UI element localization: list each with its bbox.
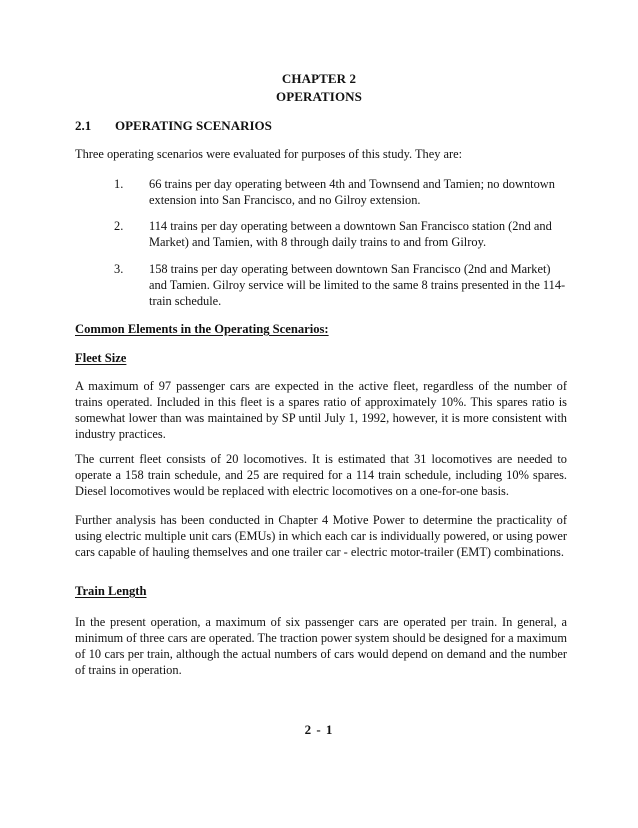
scenario-marker: 1.: [114, 177, 124, 191]
chapter-number: CHAPTER 2: [281, 71, 357, 86]
train-length-paragraph: In the present operation, a maximum of six passenger cars are operated per train. In general, a minimum of three cars are operated. The traction power system should be designed for a maximum of 10 cars per train, although the actual numbers of cars would depend on demand and the number of trains in operation.: [75, 615, 567, 677]
section-heading: [75, 118, 272, 134]
fleet-size-heading: Fleet Size: [75, 351, 127, 365]
scenario-item-1: [114, 176, 568, 208]
section-number: 2.1: [75, 118, 92, 133]
scenario-marker: 2.: [114, 219, 124, 233]
fleet-paragraph-3: Further analysis has been conducted in Chapter 4 Motive Power to determine the practicality of using electric multiple unit cars (EMUs) in which each car is individually powered, or using power cars capable of hauling themselves and one trailer car - electric motor-trailer (EMT) combinations.: [75, 513, 567, 559]
chapter-title: OPERATIONS: [276, 89, 362, 104]
scenario-item-2: [114, 218, 568, 250]
common-elements-heading: Common Elements in the Operating Scenarios:: [75, 322, 329, 336]
scenario-item-3: [114, 261, 568, 309]
scenario-marker: 3.: [114, 262, 124, 276]
train-length-heading: Train Length: [75, 584, 147, 598]
fleet-paragraph-2: The current fleet consists of 20 locomotives. It is estimated that 31 locomotives are needed to operate a 158 train schedule, and 25 are required for a 114 train schedule, including 10% spares. Diesel locomotives would be replaced with electric locomotives on a one-for-one basis.: [75, 452, 567, 498]
scenario-text: 66 trains per day operating between 4th and Townsend and Tamien; no downtown extension into San Francisco, and no Gilroy extension.: [149, 177, 555, 207]
page-number: 2 - 1: [304, 722, 334, 737]
scenario-text: 114 trains per day operating between a downtown San Francisco station (2nd and Market) and Tamien, with 8 through daily trains to and from Gilroy.: [149, 219, 552, 249]
fleet-paragraph-1: A maximum of 97 passenger cars are expected in the active fleet, regardless of the number of trains operated. Included in this fleet is a spares ratio of approximately 10%. This spares ratio is somewhat lower than was maintained by SP until July 1, 1992, however, it is more consistent with industry practices.: [75, 379, 567, 441]
intro-paragraph: Three operating scenarios were evaluated for purposes of this study. They are:: [75, 147, 463, 161]
section-title: OPERATING SCENARIOS: [115, 118, 272, 133]
scenario-text: 158 trains per day operating between downtown San Francisco (2nd and Market) and Tamien. Gilroy service will be limited to the same 8 trains presented in the 114-train schedule.: [149, 262, 566, 308]
